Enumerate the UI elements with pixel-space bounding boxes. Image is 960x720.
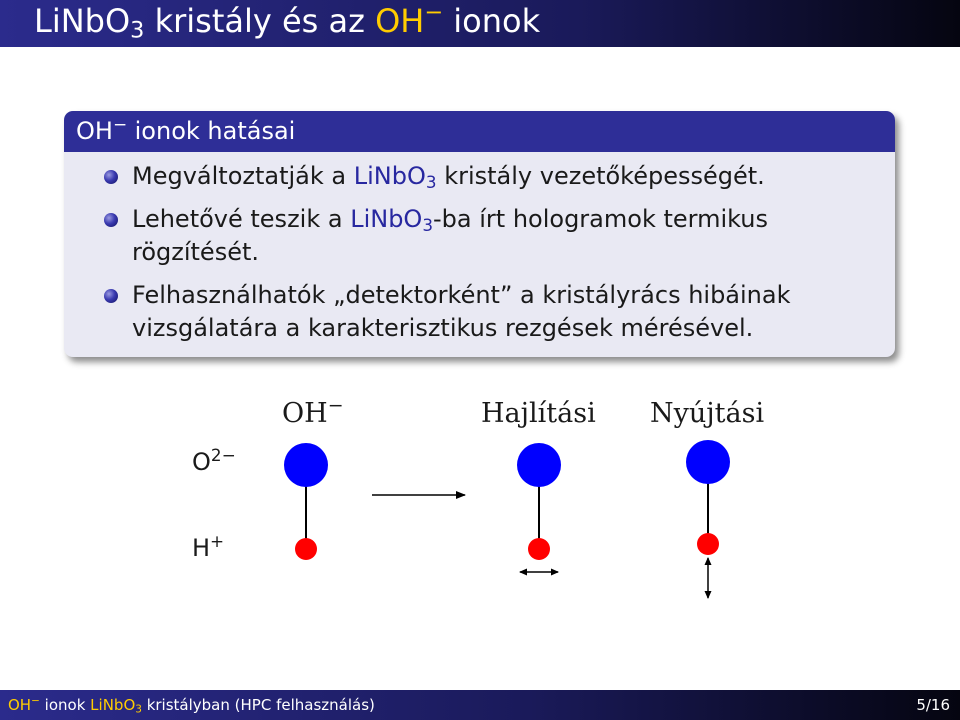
hydrogen-charge: + [210,530,225,551]
bending-hydrogen-atom [528,538,550,560]
footer-subscript: 3 [135,703,142,716]
item-2-subscript: 3 [422,215,434,236]
item-2-text-1: Lehetővé teszik a [132,205,351,233]
hydrogen-atom [295,538,317,560]
item-2-text-2: -ba írt hologramok termikus rögzítését. [132,205,769,266]
footer-text-1: ionok [39,696,91,714]
stretching-hydrogen-atom [697,533,719,555]
footer-superscript: − [31,695,40,708]
bending-label: Hajlítási [481,398,596,429]
page-number: 5/16 [916,696,950,714]
footer-text-2: kristályban (HPC felhasználás) [141,696,375,714]
title-superscript: − [424,0,444,26]
footer-title [8,690,375,720]
stretching-label: Nyújtási [650,398,765,429]
footer-highlight-2: LiNbO [90,696,136,714]
oxygen-label-text: O [192,448,211,476]
block-heading-text-2: ionok hatásai [127,117,296,145]
block-heading-text-1: OH [76,117,113,145]
bending-oxygen-atom [517,443,561,487]
hydrogen-label-text: H [192,534,211,562]
footer-bar [0,690,960,720]
item-1-text-1: Megváltoztatják a [132,162,354,190]
oh-charge: − [327,394,344,417]
block-heading-superscript: − [112,113,127,134]
item-1-text-2: kristály vezetőképességét. [436,162,765,190]
title-text-1: LiNbO [34,2,131,40]
title-subscript: 3 [130,17,145,44]
item-2-highlight: LiNbO [350,205,423,233]
stretching-oxygen-atom [686,440,730,484]
item-1-highlight: LiNbO [353,162,426,190]
footer-highlight: OH [8,696,32,714]
oh-label-text: OH [282,398,328,429]
oxygen-charge: 2− [210,444,236,465]
title-highlight: OH [375,2,425,40]
item-1-subscript: 3 [425,172,437,193]
oxygen-atom [284,443,328,487]
title-text-3: ionok [443,2,541,40]
item-3-text: Felhasználhatók „detektorként” a kristályrács hibáinak vizsgálatára a karakterisztikus rezgések mérésével. [132,281,791,342]
title-text-2: kristály és az [144,2,376,40]
